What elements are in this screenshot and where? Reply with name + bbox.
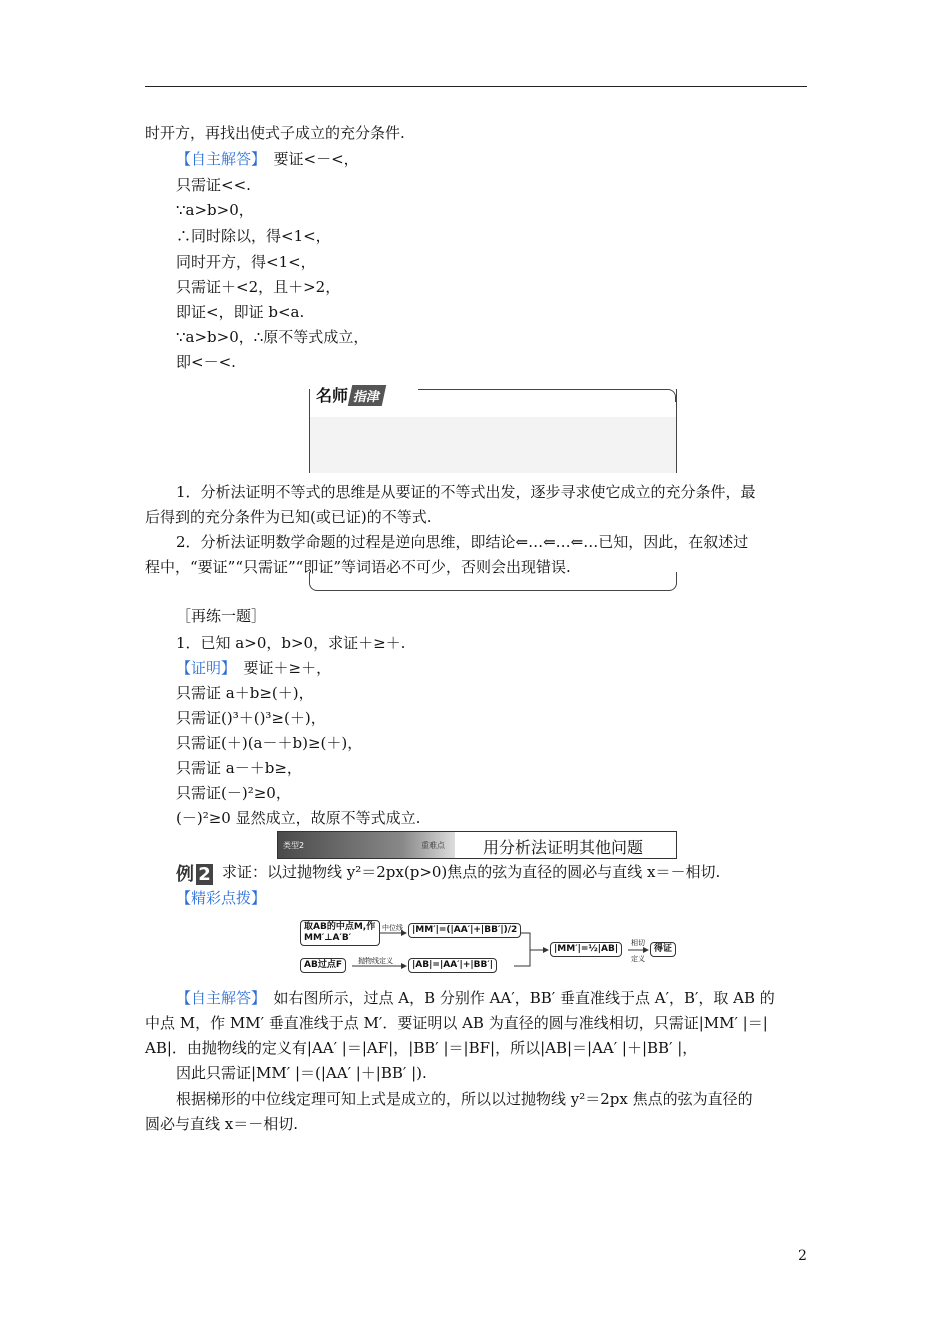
- self-answer-label: 【自主解答】: [176, 150, 259, 168]
- teacher-box-title: 名师 指津: [316, 383, 384, 406]
- text-line: 即证<，即证 b<a.: [176, 303, 305, 321]
- example-text: 求证：以过抛物线 y²＝2px(p>0)焦点的弦为直径的圆必与直线 x＝－相切.: [222, 863, 721, 881]
- proof-step: 只需证(＋)(a－＋b)≥(＋)，: [176, 734, 363, 752]
- text-line: 只需证＋<2，且＋>2，: [176, 278, 341, 296]
- text-line: 时开方，再找出使式子成立的充分条件.: [145, 124, 405, 142]
- proof-step: (－)²≥0 显然成立，故原不等式成立.: [176, 809, 421, 827]
- self-answer-label: 【自主解答】: [176, 989, 259, 1007]
- teacher-box-footer: [309, 572, 677, 591]
- text-line: ∴同时除以，得<1<，: [176, 227, 331, 245]
- type-tag-secondary: 重难点: [421, 841, 445, 850]
- flow-label-def: 定义: [631, 955, 645, 963]
- flow-box-midline-eq: |MM′|=(|AA′|+|BB′|)/2: [408, 923, 521, 938]
- flow-label-definition: 抛物线定义: [358, 957, 393, 965]
- example-badge: 例 2: [176, 860, 213, 886]
- type-banner: [277, 831, 677, 859]
- flow-box-proved: 得证: [650, 942, 676, 957]
- flow-diagram: [300, 918, 680, 978]
- proof-first-line: 【证明】 要证＋≥＋，: [176, 659, 332, 677]
- teacher-point-line: 后得到的充分条件为已知(或已证)的不等式.: [145, 508, 432, 526]
- flow-box-focus: AB过点F: [300, 958, 346, 973]
- practice-problem: 1．已知 a>0，b>0，求证＋≥＋.: [176, 634, 406, 652]
- proof-label: 【证明】: [176, 659, 229, 677]
- teacher-box-stamp: 指津: [348, 385, 386, 406]
- solution-line: 中点 M，作 MM′ 垂直准线于点 M′．要证明以 AB 为直径的圆与准线相切，只需证|MM′ |＝|: [145, 1014, 768, 1032]
- page-number: 2: [798, 1248, 807, 1264]
- teacher-point-line: 程中，“要证”“只需证”“即证”等词语必不可少，否则会出现错误.: [145, 558, 571, 576]
- type-title: 用分析法证明其他问题: [483, 838, 644, 857]
- proof-step: 只需证 a－＋b≥，: [176, 759, 302, 777]
- text-line: 同时开方，得<1<，: [176, 253, 316, 271]
- solution-line: 因此只需证|MM′ |＝(|AA′ |＋|BB′ |).: [176, 1064, 427, 1082]
- proof-step: 只需证()³＋()³≥(＋)，: [176, 709, 326, 727]
- solution-line: 根据梯形的中位线定理可知上式是成立的，所以以过抛物线 y²＝2px 焦点的弦为直径的: [176, 1090, 753, 1108]
- text-line: ∵a>b>0，∴原不等式成立，: [176, 328, 369, 346]
- proof-step: 只需证(－)²≥0，: [176, 784, 291, 802]
- text-line: 即<－<.: [176, 353, 236, 371]
- practice-header: ［再练一题］: [176, 607, 267, 625]
- teacher-point-line: 2．分析法证明数学命题的过程是逆向思维，即结论⇐…⇐…⇐…已知，因此，在叙述过: [176, 533, 749, 551]
- flow-label-tangent: 相切: [631, 939, 645, 947]
- text-line: 只需证<<.: [176, 176, 251, 194]
- flow-box-chord-eq: |AB|=|AA′|+|BB′|: [408, 958, 497, 973]
- flow-label-midline: 中位线: [382, 924, 403, 932]
- proof-step: 只需证 a＋b≥(＋)，: [176, 684, 314, 702]
- text-line: ∵a>b>0，: [176, 201, 254, 219]
- header-rule: [145, 86, 807, 87]
- solution-line: 【自主解答】 如右图所示，过点 A，B 分别作 AA′，BB′ 垂直准线于点 A′，B′，取 AB 的: [176, 989, 775, 1007]
- solution-line: 圆必与直线 x＝－相切.: [145, 1115, 298, 1133]
- flow-box-midpoint: 取AB的中点M,作MM′⊥A′B′: [300, 920, 380, 946]
- flow-box-half: |MM′|=½|AB|: [550, 942, 622, 957]
- solution-first-line: 【自主解答】 要证<－<，: [176, 150, 359, 168]
- solution-line: AB|．由抛物线的定义有|AA′ |＝|AF|，|BB′ |＝|BF|，所以|AB|＝|AA′ |＋|BB′ |，: [145, 1039, 698, 1057]
- teacher-point-line: 1．分析法证明不等式的思维是从要证的不等式出发，逐步寻求使它成立的充分条件，最: [176, 483, 756, 501]
- teacher-box-header: [309, 386, 677, 473]
- type-tag: 类型2: [283, 841, 305, 850]
- hint-label: 【精彩点拨】: [176, 889, 267, 907]
